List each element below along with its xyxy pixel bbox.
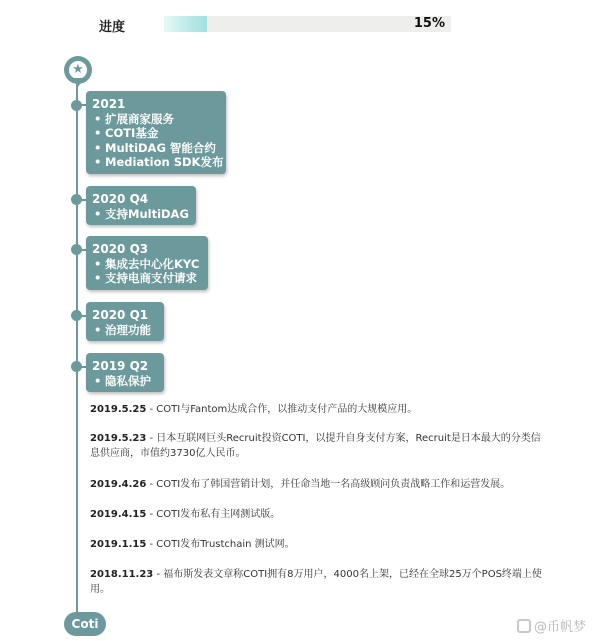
news-item: [90, 507, 550, 522]
news-text: - COTI发布私有主网测试版。: [146, 509, 281, 520]
news-text: - 福布斯发表文章称COTI拥有8万用户，4000名上架，已经在全球25万个POS终端上使用。: [90, 569, 542, 595]
star-icon: ★: [69, 61, 87, 79]
card-title: 2019 Q2: [92, 359, 149, 373]
card-title: 2020 Q4: [92, 192, 149, 206]
news-item: [90, 537, 550, 552]
news-item: [90, 402, 550, 417]
news-text: - 日本互联网巨头Recruit投资COTI，以提升自身支付方案，Recruit是日本最大的分类信息供应商，市值约3730亿人民币。: [90, 433, 541, 459]
card-list: [92, 323, 154, 338]
timeline-pin: [64, 56, 92, 84]
news-item: [90, 477, 550, 492]
timeline-card: [86, 186, 196, 225]
news-text: - COTI发布了韩国营销计划，并任命当地一名高级顾问负责战略工作和运营发展。: [146, 479, 511, 490]
list-item: • 支持电商支付请求: [105, 271, 198, 286]
news-date: 2019.4.15: [90, 509, 147, 520]
list-item: • Mediation SDK发布: [105, 155, 216, 170]
watermark-text: @币帆梦: [533, 620, 586, 635]
card-title: 2021: [92, 97, 126, 111]
news-date: 2019.5.23: [90, 433, 147, 444]
card-title: 2020 Q1: [92, 308, 149, 322]
timeline-connector: [77, 104, 86, 106]
news-text: - COTI与Fantom达成合作，以推动支付产品的大规模应用。: [146, 404, 418, 415]
news-date: 2019.4.26: [90, 479, 147, 490]
card-list: [92, 374, 154, 389]
logo-icon: [517, 619, 531, 633]
watermark: [517, 616, 586, 635]
progress-fill: [164, 16, 207, 32]
timeline-connector: [77, 199, 86, 201]
news-item: [90, 431, 550, 461]
timeline-card: [86, 353, 164, 392]
progress-bar: [164, 16, 451, 32]
news-date: 2018.11.23: [90, 569, 154, 580]
card-title: 2020 Q3: [92, 242, 149, 256]
timeline-line: [76, 78, 78, 618]
timeline-connector: [77, 249, 86, 251]
list-item: • 隐私保护: [105, 374, 154, 389]
card-list: [92, 111, 224, 170]
card-list: [92, 206, 189, 222]
card-list: [92, 257, 198, 286]
list-item: • 扩展商家服务: [105, 112, 216, 127]
progress-value: 15%: [413, 16, 445, 31]
news-date: 2019.5.25: [90, 404, 147, 415]
timeline-connector: [77, 366, 86, 368]
list-item: • MultiDAG 智能合约: [105, 141, 216, 156]
timeline-connector: [77, 315, 86, 317]
list-item: • 集成去中心化KYC: [105, 257, 198, 272]
progress-label: 进度: [99, 20, 126, 35]
news-date: 2019.1.15: [90, 539, 147, 550]
list-item: • 支持MultiDAG: [105, 207, 186, 222]
list-item: • 治理功能: [105, 323, 154, 338]
timeline-card: [86, 91, 226, 174]
news-item: [90, 567, 550, 597]
timeline-card: [86, 236, 208, 290]
timeline-card: [86, 302, 164, 341]
news-text: - COTI发布Trustchain 测试网。: [146, 539, 295, 550]
list-item: • COTI基金: [105, 126, 216, 141]
timeline-end-tag: Coti: [64, 612, 106, 636]
